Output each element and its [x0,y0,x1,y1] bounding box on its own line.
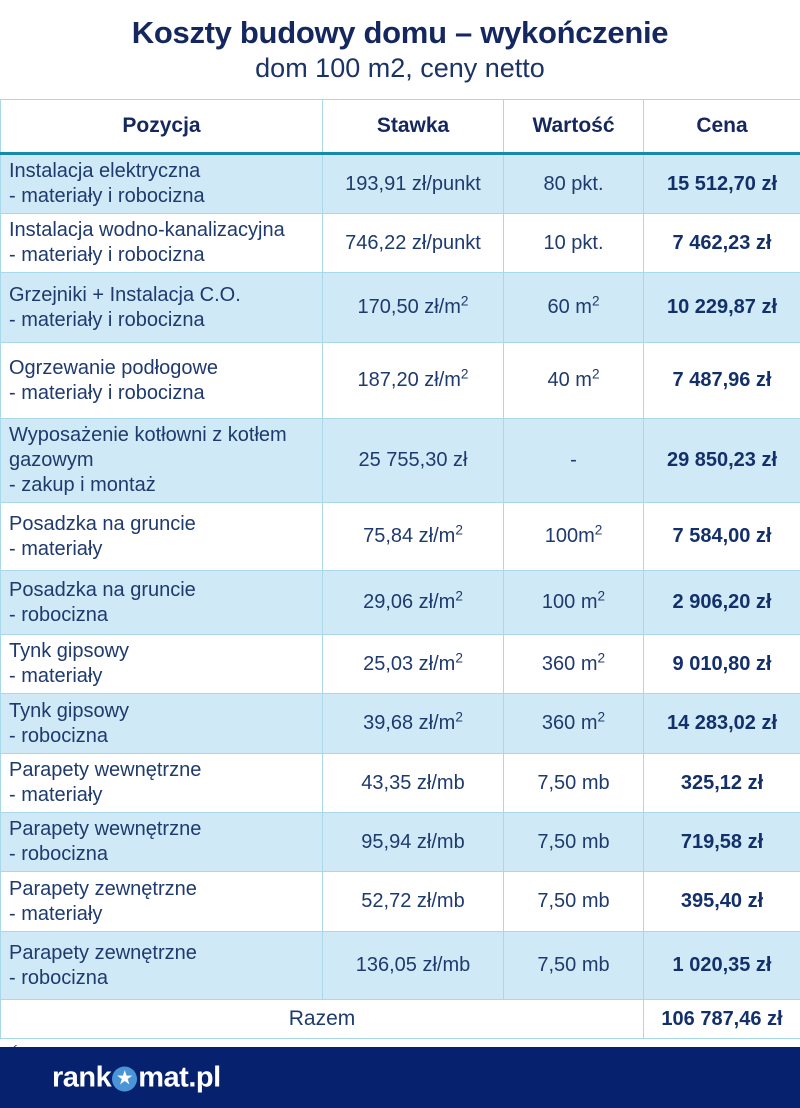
cell-stawka: 29,06 $zł/m^2$ [323,571,504,635]
cell-stawka: 136,05 zł/mb [323,932,504,1000]
cell-pozycja: Grzejniki + Instalacja C.O. - materiały i robocizna [1,273,323,343]
cell-pozycja: Parapety zewnętrzne - materiały [1,872,323,932]
cell-stawka: 187,20 $zł/m^2$ [323,343,504,419]
table-row [1,273,800,343]
costs-table [0,99,800,1039]
logo-text-suffix: mat.pl [138,1061,221,1093]
cell-cena: 1 020,35 zł [644,932,800,1000]
cell-pozycja: Ogrzewanie podłogowe - materiały i robocizna [1,343,323,419]
cell-wartosc: 80 pkt. [504,154,644,214]
page-subtitle: dom 100 m2, ceny netto [255,53,545,83]
cell-cena: 29 850,23 zł [644,419,800,503]
table-row [1,635,800,694]
column-header-pozycja: Pozycja [1,100,323,154]
cell-pozycja: Posadzka na gruncie - materiały [1,503,323,571]
cell-wartosc: 10 pkt. [504,214,644,273]
cell-pozycja: Tynk gipsowy - robocizna [1,694,323,754]
cell-stawka: 43,35 zł/mb [323,754,504,813]
cell-stawka: 95,94 zł/mb [323,813,504,872]
cell-stawka: 75,84 $zł/m^2$ [323,503,504,571]
cell-pozycja: Instalacja wodno-kanalizacyjna - materiały i robocizna [1,214,323,273]
footer-brand-bar [0,1047,800,1108]
cell-cena: 7 487,96 zł [644,343,800,419]
cell-stawka: 193,91 zł/punkt [323,154,504,214]
table-row [1,154,800,214]
star-icon: ★ [112,1066,137,1091]
cell-wartosc: $100m^2$ [504,503,644,571]
cell-cena: 719,58 zł [644,813,800,872]
rankomat-logo [52,1061,221,1094]
table-row [1,503,800,571]
cell-cena: 9 010,80 zł [644,635,800,694]
cell-wartosc: 360 $m^2$ [504,635,644,694]
cell-stawka: 25,03 $zł/m^2$ [323,635,504,694]
table-row [1,214,800,273]
logo-text-prefix: rank [52,1061,112,1093]
cell-pozycja: Parapety wewnętrzne - materiały [1,754,323,813]
table-body [1,154,800,1000]
cell-cena: 10 229,87 zł [644,273,800,343]
table-row [1,813,800,872]
total-value: 106 787,46 zł [644,1000,800,1039]
cell-stawka: 170,50 $zł/m^2$ [323,273,504,343]
table-row [1,419,800,503]
cell-pozycja: Tynk gipsowy - materiały [1,635,323,694]
column-header-cena: Cena [644,100,800,154]
cell-wartosc: 7,50 mb [504,872,644,932]
cell-wartosc: 60 $m^2$ [504,273,644,343]
cell-wartosc: 40 $m^2$ [504,343,644,419]
cell-cena: 2 906,20 zł [644,571,800,635]
column-header-stawka: Stawka [323,100,504,154]
cell-pozycja: Wyposażenie kotłowni z kotłem gazowym - zakup i montaż [1,419,323,503]
cell-wartosc: 7,50 mb [504,754,644,813]
cell-cena: 395,40 zł [644,872,800,932]
cell-wartosc: 7,50 mb [504,813,644,872]
cell-wartosc: 360 $m^2$ [504,694,644,754]
cell-wartosc: 100 $m^2$ [504,571,644,635]
cell-pozycja: Posadzka na gruncie - robocizna [1,571,323,635]
cell-stawka: 746,22 zł/punkt [323,214,504,273]
page-title: Koszty budowy domu – wykończenie [131,15,669,50]
cell-stawka: 52,72 zł/mb [323,872,504,932]
cell-cena: 15 512,70 zł [644,154,800,214]
total-row [1,1000,800,1039]
cell-cena: 14 283,02 zł [644,694,800,754]
table-row [1,754,800,813]
cell-pozycja: Parapety wewnętrzne - robocizna [1,813,323,872]
table-row [1,872,800,932]
cell-cena: 325,12 zł [644,754,800,813]
cell-cena: 7 462,23 zł [644,214,800,273]
cell-wartosc: 7,50 mb [504,932,644,1000]
cell-cena: 7 584,00 zł [644,503,800,571]
total-label: Razem [1,1000,644,1039]
table-row [1,932,800,1000]
table-header-row [1,100,800,154]
column-header-wartosc: Wartość [504,100,644,154]
cell-pozycja: Parapety zewnętrzne - robocizna [1,932,323,1000]
cell-stawka: 25 755,30 zł [323,419,504,503]
table-row [1,694,800,754]
cell-stawka: 39,68 $zł/m^2$ [323,694,504,754]
cell-wartosc: - [504,419,644,503]
cell-pozycja: Instalacja elektryczna - materiały i robocizna [1,154,323,214]
table-row [1,571,800,635]
table-row [1,343,800,419]
